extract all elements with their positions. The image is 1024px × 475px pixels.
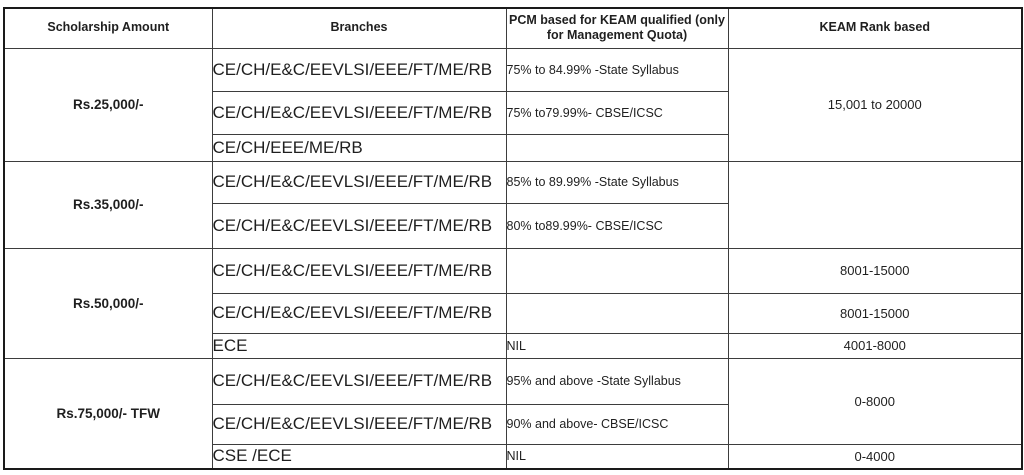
pcm-cell: 75% to 84.99% -State Syllabus: [506, 48, 728, 91]
header-branches: Branches: [212, 8, 506, 48]
pcm-cell: [506, 134, 728, 161]
branches-cell: CE/CH/E&C/EEVLSI/EEE/FT/ME/RB: [212, 293, 506, 333]
branches-cell: CE/CH/E&C/EEVLSI/EEE/FT/ME/RB: [212, 358, 506, 404]
amount-cell: Rs.75,000/- TFW: [4, 358, 212, 469]
rank-cell: 8001-15000: [728, 248, 1022, 293]
amount-cell: Rs.50,000/-: [4, 248, 212, 358]
header-row: [4, 8, 1022, 48]
branches-cell: CE/CH/E&C/EEVLSI/EEE/FT/ME/RB: [212, 91, 506, 134]
rank-cell: 0-8000: [728, 358, 1022, 444]
pcm-cell: 95% and above -State Syllabus: [506, 358, 728, 404]
table-row: [4, 248, 1022, 293]
pcm-cell: [506, 293, 728, 333]
pcm-cell: NIL: [506, 333, 728, 358]
table-row: [4, 358, 1022, 404]
header-scholarship-amount: Scholarship Amount: [4, 8, 212, 48]
pcm-cell: 80% to89.99%- CBSE/ICSC: [506, 203, 728, 248]
amount-cell: Rs.35,000/-: [4, 161, 212, 248]
rank-cell: 15,001 to 20000: [728, 48, 1022, 161]
pcm-cell: 90% and above- CBSE/ICSC: [506, 404, 728, 444]
branches-cell: CSE /ECE: [212, 444, 506, 469]
header-pcm: PCM based for KEAM qualified (only for Management Quota): [506, 8, 728, 48]
branches-cell: CE/CH/E&C/EEVLSI/EEE/FT/ME/RB: [212, 404, 506, 444]
branches-cell: CE/CH/E&C/EEVLSI/EEE/FT/ME/RB: [212, 161, 506, 203]
branches-cell: CE/CH/E&C/EEVLSI/EEE/FT/ME/RB: [212, 48, 506, 91]
branches-cell: ECE: [212, 333, 506, 358]
rank-cell: 0-4000: [728, 444, 1022, 469]
amount-cell: Rs.25,000/-: [4, 48, 212, 161]
table-row: [4, 48, 1022, 91]
table-row: [4, 161, 1022, 203]
rank-cell: 8001-15000: [728, 293, 1022, 333]
branches-cell: CE/CH/E&C/EEVLSI/EEE/FT/ME/RB: [212, 203, 506, 248]
pcm-cell: [506, 248, 728, 293]
header-keam-rank: KEAM Rank based: [728, 8, 1022, 48]
scholarship-table: [3, 7, 1023, 470]
pcm-cell: NIL: [506, 444, 728, 469]
rank-cell: 4001-8000: [728, 333, 1022, 358]
pcm-cell: 75% to79.99%- CBSE/ICSC: [506, 91, 728, 134]
rank-cell: [728, 161, 1022, 248]
branches-cell: CE/CH/EEE/ME/RB: [212, 134, 506, 161]
branches-cell: CE/CH/E&C/EEVLSI/EEE/FT/ME/RB: [212, 248, 506, 293]
pcm-cell: 85% to 89.99% -State Syllabus: [506, 161, 728, 203]
